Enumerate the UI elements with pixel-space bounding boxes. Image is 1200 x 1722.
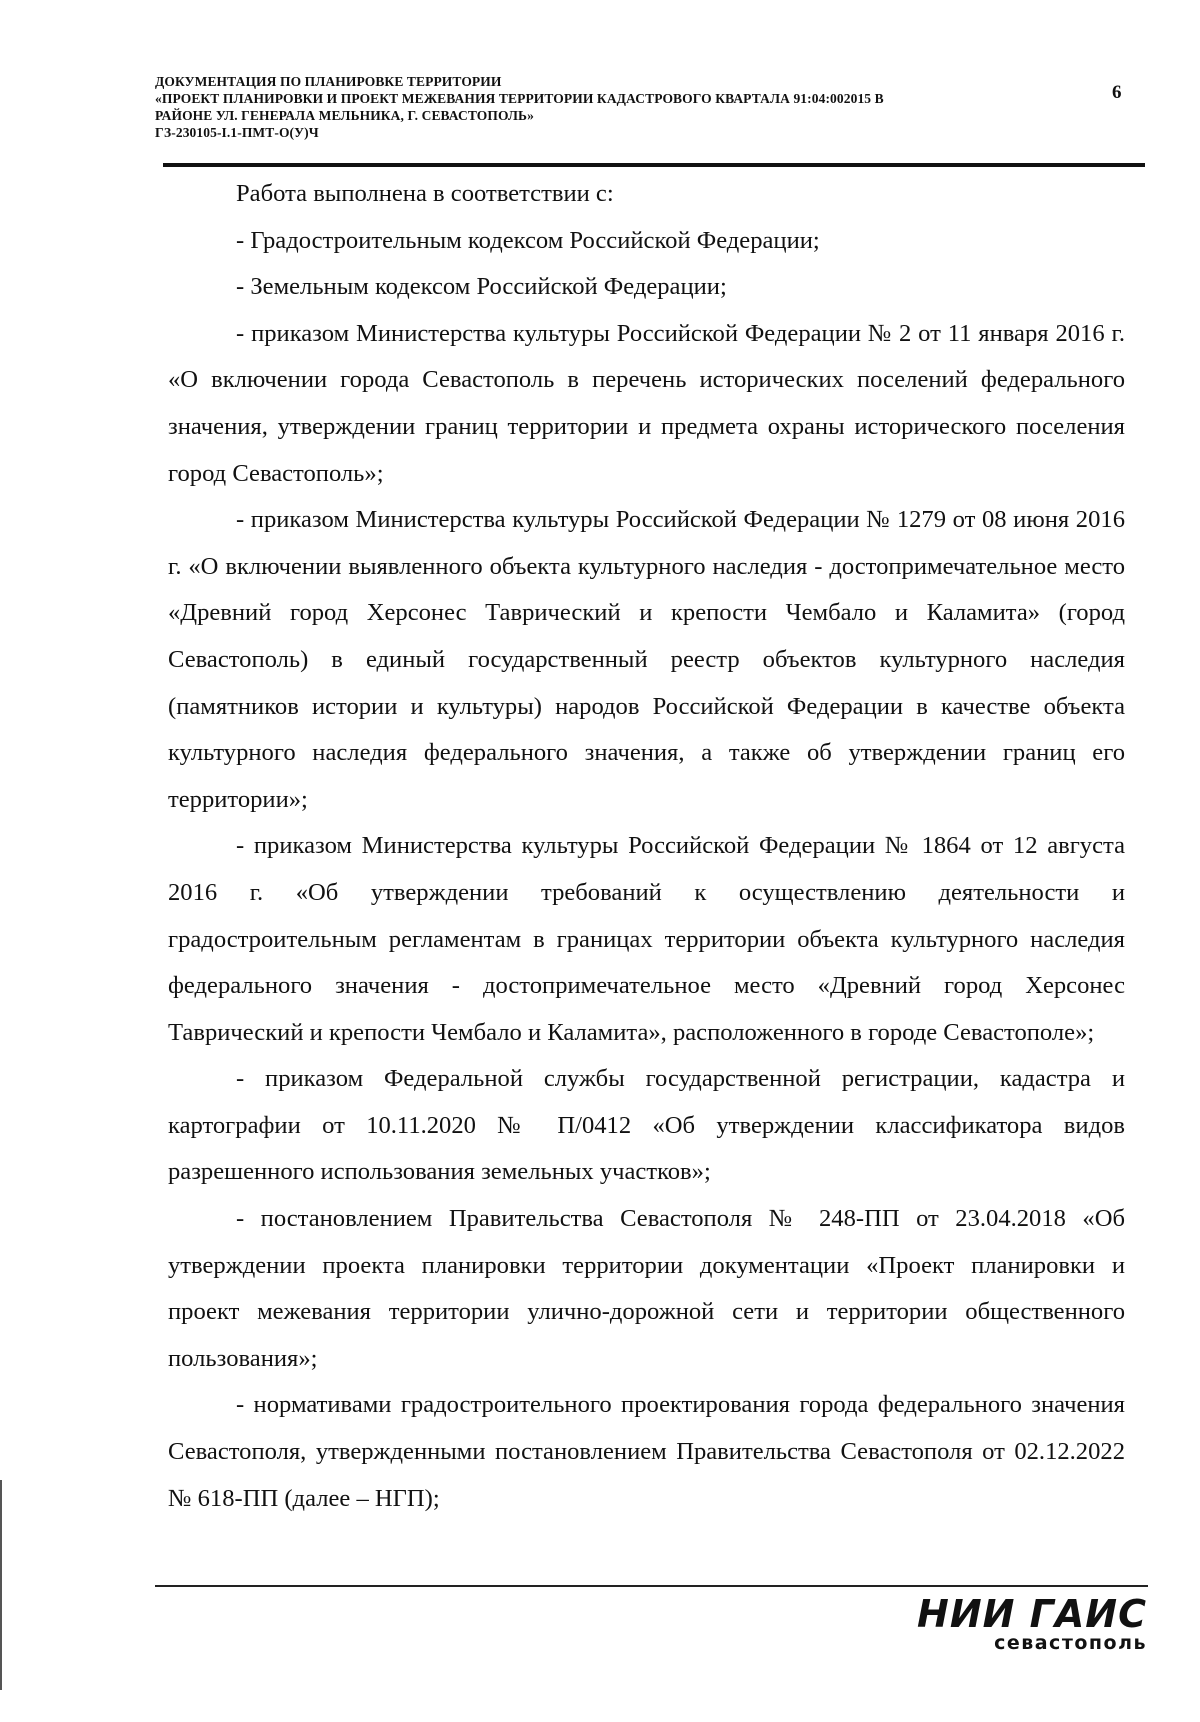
header-line-2: «ПРОЕКТ ПЛАНИРОВКИ И ПРОЕКТ МЕЖЕВАНИЯ ТЕРРИТОРИИ КАДАСТРОВОГО КВАРТАЛА 91:04:002015 В [155,91,884,106]
header-line-1: ДОКУМЕНТАЦИЯ ПО ПЛАНИРОВКЕ ТЕРРИТОРИИ [155,74,502,89]
body-paragraph-land-code: - Земельным кодексом Российской Федерации; [236,273,727,301]
document-code: ГЗ-230105-I.1-ПМТ-О(У)Ч [155,125,319,140]
scan-edge-mark [0,1480,2,1690]
footer-divider [155,1585,1148,1587]
body-paragraph-intro: Работа выполнена в соответствии с: [236,180,614,207]
body-paragraph-order-1864: - приказом Министерства культуры Российской Федерации № 1864 от 12 августа 2016 г. «Об утверждении требований к осуществлению деятельности и градостроительным регламентам в границах территории объекта культурного наследия федерального значения - достопримечательное место «Древний город Херсонес Таврический и крепости Чембало и Каламита», расположенного в городе Севастополе»; [168,832,1125,1046]
document-body [168,171,1125,1522]
document-header [155,73,1055,141]
organization-logo [917,1592,1147,1654]
body-paragraph-order-p0412: - приказом Федеральной службы государственной регистрации, кадастра и картографии от 10.11.2020 № П/0412 «Об утверждении классификатора видов разрешенного использования земельных участков»; [168,1065,1125,1186]
logo-subtitle: севастополь [994,1632,1147,1654]
header-divider [163,163,1145,167]
body-paragraph-order-1279: - приказом Министерства культуры Российской Федерации № 1279 от 08 июня 2016 г. «О включении выявленного объекта культурного наследия - достопримечательное место «Древний город Херсонес Таврический и крепости Чембало и Каламита» (город Севастополь) в единый государственный реестр объектов культурного наследия (памятников истории и культуры) народов Российской Федерации в качестве объекта культурного наследия федерального значения, а также об утверждении границ его территории»; [168,506,1125,813]
header-line-3: РАЙОНЕ УЛ. ГЕНЕРАЛА МЕЛЬНИКА, Г. СЕВАСТОПОЛЬ» [155,108,534,123]
body-paragraph-ngp: - нормативами градостроительного проектирования города федерального значения Севастополя, утвержденными постановлением Правительства Севастополя от 02.12.2022 № 618-ПП (далее – НГП); [168,1391,1125,1512]
page-number: 6 [1112,82,1122,103]
body-paragraph-resolution-248: - постановлением Правительства Севастополя № 248-ПП от 23.04.2018 «Об утверждении проекта планировки территории документации «Проект планировки и проект межевания территории улично-дорожной сети и территории общественного пользования»; [168,1205,1125,1372]
body-paragraph-order-2: - приказом Министерства культуры Российской Федерации № 2 от 11 января 2016 г. «О включении города Севастополь в перечень исторических поселений федерального значения, утверждении границ территории и предмета охраны исторического поселения город Севастополь»; [168,319,1125,487]
logo-title: НИИ ГАИС [917,1592,1147,1636]
body-paragraph-urban-code: - Градостроительным кодексом Российской Федерации; [236,226,820,254]
